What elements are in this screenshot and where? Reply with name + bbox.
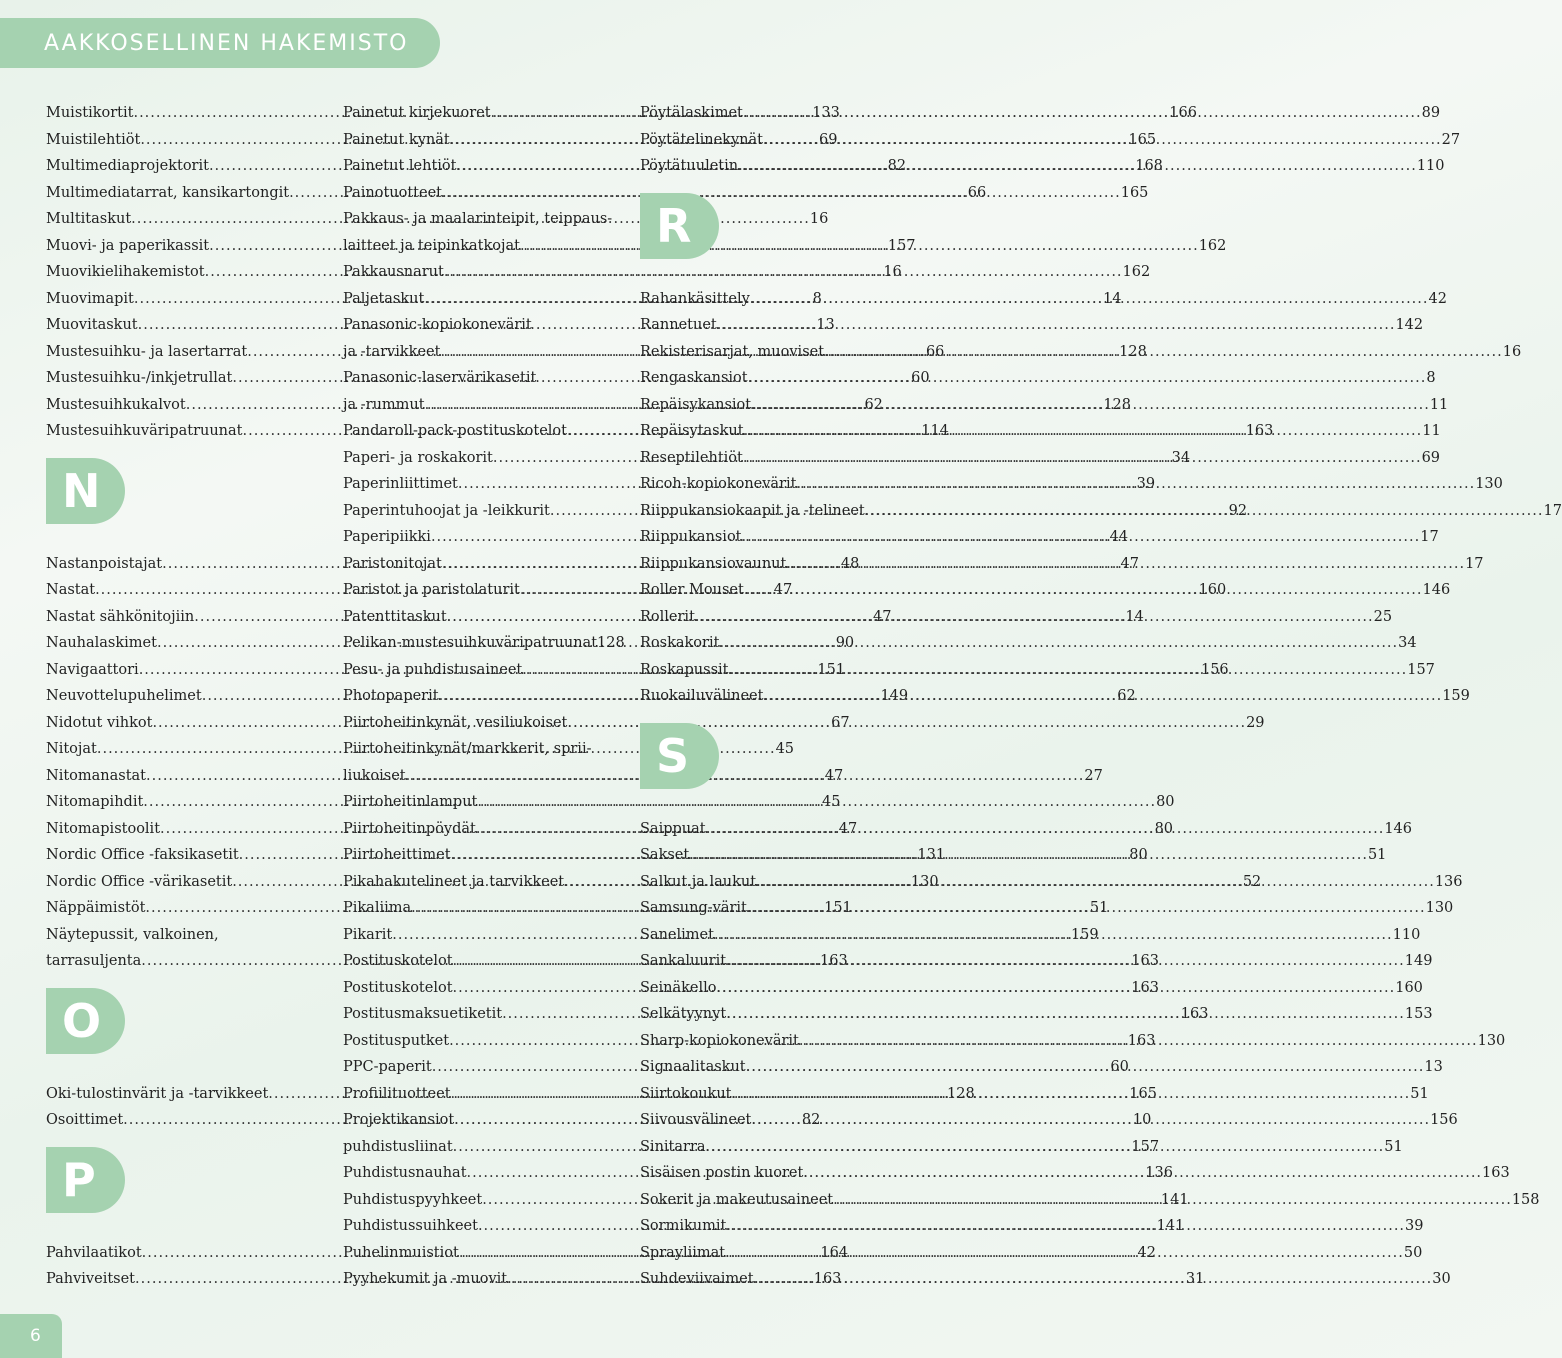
- entry-term: Rekisterisarjat, muoviset: [640, 343, 825, 360]
- entry-page: 160: [1395, 979, 1423, 996]
- entry-term: Pandaroll-pack-postituskotelot: [343, 423, 567, 439]
- entry-term: Nitojat: [46, 741, 97, 757]
- entry-term: Nordic Office -värikasetit: [46, 873, 233, 890]
- entry-term: Painotuotteet: [343, 184, 442, 201]
- entry-page: 142: [1395, 317, 1424, 333]
- entry-term: Profiilituotteet: [343, 1085, 451, 1102]
- entry-term: Patenttitaskut: [343, 608, 447, 625]
- entry-term: Nauhalaskimet: [46, 635, 157, 651]
- entry-page: 114: [921, 423, 949, 439]
- entry-page: 11: [1422, 423, 1441, 439]
- entry-term: tarrasuljenta: [46, 953, 142, 969]
- entry-page: 45: [775, 741, 795, 757]
- dot-leader: [717, 312, 1396, 339]
- entry-page: 31: [1185, 1271, 1205, 1287]
- entry-page: 164: [820, 1244, 849, 1261]
- entry-term: Saippuat: [640, 820, 706, 837]
- entry-page: 157: [1407, 661, 1435, 678]
- entry-term: Seinäkello: [640, 979, 717, 996]
- entry-page: 158: [1511, 1191, 1540, 1208]
- entry-page: 66: [925, 343, 945, 360]
- entry-page: 47: [824, 767, 844, 784]
- dot-leader: [725, 1240, 1404, 1267]
- entry-term: Puhdistussuihkeet: [343, 1218, 478, 1234]
- entry-page: 163: [1131, 979, 1159, 996]
- index-entry: [640, 312, 1424, 339]
- page-number: 6: [30, 1326, 41, 1346]
- entry-term: Osoittimet: [46, 1112, 124, 1128]
- entry-page: 47: [872, 608, 892, 625]
- entry-term: Riippukansiovaunut: [640, 555, 787, 572]
- section-letter-block: [640, 710, 913, 816]
- entry-term: Signaalitaskut: [640, 1059, 746, 1075]
- entry-term: Pahvilaatikot: [46, 1244, 142, 1261]
- dot-leader: [763, 683, 1442, 710]
- index-entry-line: Panasonic-laservärikasetit: [343, 370, 537, 386]
- dot-leader: [751, 1107, 1430, 1134]
- entry-page: 110: [1392, 926, 1421, 943]
- dot-leader: [726, 1001, 1405, 1028]
- entry-page: 151: [817, 661, 846, 678]
- entry-page: 80: [1156, 794, 1175, 810]
- entry-page: 149: [880, 688, 909, 704]
- dot-leader: [824, 339, 1503, 366]
- entry-page: 42: [1428, 290, 1447, 307]
- entry-term: Nastat sähkönitojiin: [46, 608, 195, 625]
- entry-term: Rannetuet: [640, 317, 717, 333]
- entry-term: Pöytätelinekynät: [640, 131, 763, 148]
- entry-term: Ricoh-kopiokonevärit: [640, 476, 797, 492]
- entry-term: Salkut ja laukut: [640, 873, 757, 890]
- dot-leader: [786, 551, 1465, 578]
- entry-term: Pyyhekumit ja -muovit: [343, 1271, 508, 1287]
- entry-term: Sisäisen postin kuoret: [640, 1165, 804, 1181]
- entry-term: Painetut kynät: [343, 131, 450, 148]
- entry-term: Painetut lehtiöt: [343, 158, 457, 174]
- entry-page: 82: [801, 1112, 821, 1128]
- entry-page: 16: [809, 211, 829, 227]
- entry-page: 92: [1228, 502, 1248, 519]
- entry-page: 80: [1129, 847, 1148, 863]
- dot-leader: [743, 100, 1422, 127]
- entry-term: Postitusmaksuetiketit: [343, 1006, 503, 1022]
- entry-term: Mustesuihku-/inkjetrullat: [46, 370, 233, 386]
- entry-term: Postitusputket: [343, 1032, 450, 1049]
- entry-term: Pahviveitset: [46, 1271, 136, 1287]
- entry-page: 165: [1128, 131, 1157, 148]
- entry-page: 51: [1384, 1138, 1403, 1155]
- entry-term: PPC-paperit: [343, 1059, 432, 1075]
- entry-page: 69: [1421, 449, 1441, 466]
- entry-page: 162: [1198, 237, 1227, 254]
- entry-term: Roskapussit: [640, 661, 729, 678]
- entry-term: Pöytälaskimet: [640, 105, 743, 121]
- dot-leader: [763, 127, 1442, 154]
- index-entry: [640, 630, 1417, 657]
- entry-page: 51: [1089, 900, 1109, 916]
- entry-term: Nitomanastat: [46, 767, 146, 784]
- entry-page: 10: [1132, 1112, 1152, 1128]
- entry-term: Navigaattori: [46, 661, 139, 678]
- entry-term: Neuvottelupuhelimet: [46, 688, 202, 704]
- entry-page: 163: [820, 953, 848, 969]
- entry-page: 163: [813, 1271, 842, 1287]
- entry-term: Nastanpoistajat: [46, 555, 163, 572]
- dot-leader: [746, 1054, 1425, 1081]
- entry-page: 51: [1367, 847, 1387, 863]
- dot-leader: [750, 286, 1429, 313]
- entry-term: Paperintuhoojat ja -leikkurit: [343, 502, 550, 519]
- entry-page: 163: [1180, 1006, 1209, 1022]
- index-entry-line: Panasonic-kopiokonevärit: [343, 317, 532, 333]
- entry-term: Paperipiikki: [343, 529, 431, 545]
- entry-term: Paperinliittimet: [343, 476, 458, 492]
- entry-page: 153: [1404, 1006, 1433, 1022]
- entry-term: Paperi- ja roskakorit: [343, 449, 493, 466]
- dot-leader: [726, 1213, 1405, 1240]
- entry-term: Rahankäsittely: [640, 290, 750, 307]
- entry-term: Sprayliimat: [640, 1244, 726, 1261]
- entry-term: Puhelinmuistiot: [343, 1244, 459, 1261]
- entry-term: Postituskotelot: [343, 979, 453, 996]
- entry-term: Muovikielihakemistot: [46, 264, 205, 280]
- entry-term: Nidotut vihkot: [46, 714, 153, 731]
- entry-page: 13: [1424, 1059, 1443, 1075]
- entry-page: 130: [1477, 1032, 1506, 1049]
- entry-page: 29: [1246, 714, 1265, 731]
- entry-term: Riippukansiokaapit ja -telineet: [640, 502, 865, 519]
- entry-page: 128: [1119, 343, 1147, 360]
- dot-leader: [744, 418, 1423, 445]
- section-letter: N: [46, 458, 125, 524]
- entry-page: 157: [1131, 1138, 1160, 1155]
- dot-leader: [719, 630, 1398, 657]
- entry-page: 16: [1502, 343, 1522, 360]
- entry-term: laitteet ja teipinkatkojat: [343, 237, 520, 254]
- entry-term: Piirtoheitinlamput: [343, 794, 478, 810]
- entry-term: liukoiset: [343, 767, 406, 784]
- entry-term: Ruokailuvälineet: [640, 688, 764, 704]
- entry-page: 51: [1410, 1085, 1429, 1102]
- entry-term: Sakset: [640, 847, 690, 863]
- entry-page: 159: [1070, 926, 1099, 943]
- entry-page: 89: [1421, 105, 1441, 121]
- entry-page: 163: [1482, 1165, 1510, 1181]
- entry-page: 136: [1434, 873, 1463, 890]
- entry-page: 67: [831, 714, 850, 731]
- entry-page: 157: [887, 237, 916, 254]
- entry-term: Nitomapistoolit: [46, 820, 161, 837]
- entry-term: Sankaluurit: [640, 953, 727, 969]
- entry-term: Muovimapit: [46, 290, 134, 307]
- entry-page: 130: [1425, 900, 1454, 916]
- index-entry-line: Piirtoheitinkynät/markkerit, sprii-: [343, 741, 592, 757]
- entry-term: Multimediaprojektorit: [46, 158, 209, 174]
- entry-page: 14: [1103, 290, 1122, 307]
- entry-term: Rollerit: [640, 608, 695, 625]
- entry-page: 17: [1543, 502, 1562, 519]
- dot-leader: [751, 392, 1430, 419]
- entry-page: 162: [1122, 264, 1151, 280]
- dot-leader: [796, 471, 1475, 498]
- section-letter-block: [46, 975, 320, 1081]
- entry-page: 48: [840, 555, 860, 572]
- entry-page: 27: [1441, 131, 1461, 148]
- entry-page: 47: [838, 820, 858, 837]
- entry-page: 166: [1169, 105, 1197, 121]
- entry-page: 45: [822, 794, 841, 810]
- entry-term: Rengaskansiot: [640, 370, 748, 386]
- entry-page: 159: [1442, 688, 1470, 704]
- entry-page: 165: [1120, 184, 1149, 201]
- entry-page: 39: [1136, 476, 1156, 492]
- entry-page: 47: [1120, 555, 1139, 572]
- entry-term: Muistilehtiöt: [46, 131, 141, 148]
- entry-page: 80: [1154, 820, 1174, 837]
- entry-page: 17: [1465, 555, 1484, 572]
- entry-page: 156: [1430, 1112, 1458, 1128]
- entry-term: Muovitaskut: [46, 317, 138, 333]
- entry-term: Sormikumit: [640, 1218, 727, 1234]
- entry-page: 133: [812, 105, 840, 121]
- dot-leader: [738, 153, 1417, 180]
- entry-term: Puhdistusnauhat: [343, 1165, 467, 1181]
- entry-page: 141: [1160, 1191, 1189, 1208]
- entry-term: Muovi- ja paperikassit: [46, 237, 210, 254]
- entry-page: 62: [1117, 688, 1136, 704]
- entry-term: Photopaperit: [343, 688, 439, 704]
- entry-page: 130: [1475, 476, 1503, 492]
- dot-leader: [799, 1028, 1478, 1055]
- entry-term: Pelikan-mustesuihkuväripatruunat: [343, 635, 598, 651]
- entry-page: 163: [1245, 423, 1274, 439]
- dot-leader: [742, 524, 1421, 551]
- entry-page: 50: [1403, 1244, 1423, 1261]
- section-letter: R: [640, 193, 719, 259]
- entry-page: 27: [1084, 767, 1103, 784]
- section-letter-block: [640, 180, 913, 286]
- entry-term: Selkätyynyt: [640, 1006, 727, 1022]
- entry-page: 39: [1405, 1218, 1424, 1234]
- entry-page: 8: [1426, 370, 1436, 386]
- entry-term: Näppäimistöt: [46, 900, 146, 916]
- section-letter-block: [46, 1134, 320, 1240]
- dot-leader: [717, 975, 1396, 1002]
- dot-leader: [695, 604, 1374, 631]
- dot-leader: [706, 816, 1385, 843]
- entry-page: 130: [910, 873, 939, 890]
- page-title: AAKKOSELLINEN HAKEMISTO: [44, 31, 409, 56]
- entry-page: 16: [883, 264, 902, 280]
- entry-term: Pikahakutelineet ja tarvikkeet: [343, 873, 565, 890]
- section-letter: S: [640, 723, 719, 789]
- section-letter: O: [46, 988, 125, 1054]
- entry-term: Reseptilehtiöt: [640, 449, 743, 466]
- entry-term: puhdistusliinat: [343, 1138, 453, 1155]
- entry-page: 8: [812, 290, 822, 307]
- entry-page: 156: [1200, 661, 1229, 678]
- entry-page: 34: [1398, 635, 1417, 651]
- index-entry: [343, 630, 625, 657]
- entry-page: 69: [819, 131, 838, 148]
- entry-term: Multitaskut: [46, 211, 132, 227]
- entry-term: Samsung-värit: [640, 900, 747, 916]
- dot-leader: [706, 1134, 1385, 1161]
- index-entry-line: Näytepussit, valkoinen,: [46, 926, 219, 943]
- entry-term: Nitomapihdit: [46, 794, 144, 810]
- dot-leader: [748, 365, 1427, 392]
- section-letter: P: [46, 1147, 125, 1213]
- entry-page: 17: [1420, 529, 1439, 545]
- entry-page: 14: [1125, 608, 1144, 625]
- entry-page: 163: [1131, 953, 1159, 969]
- entry-term: Piirtoheittimet: [343, 847, 451, 863]
- entry-page: 146: [1422, 582, 1451, 598]
- entry-page: 62: [864, 396, 883, 413]
- entry-term: Sanelimet: [640, 926, 714, 943]
- entry-term: Pikarit: [343, 926, 393, 943]
- entry-term: ja -rummut: [343, 396, 425, 413]
- entry-page: 149: [1404, 953, 1433, 969]
- entry-term: Sokerit ja makeutusaineet: [640, 1191, 834, 1208]
- entry-page: 151: [824, 900, 852, 916]
- dot-leader: [865, 498, 1544, 525]
- entry-page: 30: [1432, 1271, 1451, 1287]
- entry-page: 52: [1242, 873, 1262, 890]
- dot-leader: [803, 1160, 1482, 1187]
- entry-page: 60: [911, 370, 930, 386]
- entry-term: Sharp-kopiokonevärit: [640, 1032, 799, 1049]
- dot-leader: [744, 577, 1423, 604]
- entry-term: Roskakorit: [640, 635, 720, 651]
- dot-leader: [747, 895, 1426, 922]
- entry-term: Nordic Office -faksikasetit: [46, 847, 239, 863]
- entry-term: Pikaliima: [343, 900, 412, 916]
- entry-term: Riippukansiot: [640, 529, 742, 545]
- entry-term: Piirtoheitinkynät, vesiliukoiset: [343, 714, 568, 731]
- dot-leader: [732, 1081, 1411, 1108]
- dot-leader: [754, 1266, 1433, 1293]
- entry-term: Puhdistuspyyhkeet: [343, 1191, 483, 1208]
- entry-term: Mustesuihkukalvot: [46, 396, 186, 413]
- entry-term: Paristot ja paristolaturit: [343, 582, 520, 598]
- entry-page: 110: [1416, 158, 1445, 174]
- dot-leader: [689, 842, 1368, 869]
- entry-term: Siirtokoukut: [640, 1085, 732, 1102]
- dot-leader: [756, 869, 1435, 896]
- entry-term: Sinitarra: [640, 1138, 706, 1155]
- entry-page: 128: [597, 635, 625, 651]
- dot-leader: [714, 922, 1393, 949]
- entry-page: 60: [1110, 1059, 1129, 1075]
- entry-page: 13: [816, 317, 835, 333]
- entry-page: 42: [1137, 1244, 1156, 1261]
- entry-page: 82: [887, 158, 907, 174]
- entry-term: Suhdeviivaimet: [640, 1271, 754, 1287]
- entry-term: Painetut kirjekuoret: [343, 105, 491, 121]
- entry-term: Mustesuihkuväripatruunat: [46, 423, 243, 439]
- dot-leader: [833, 1187, 1512, 1214]
- entry-term: Multimediatarrat, kansikartongit: [46, 184, 290, 201]
- entry-page: 128: [947, 1085, 975, 1102]
- dot-leader: [743, 445, 1422, 472]
- entry-term: Pesu- ja puhdistusaineet: [343, 661, 523, 678]
- entry-page: 25: [1373, 608, 1393, 625]
- entry-term: Muistikortit: [46, 105, 134, 121]
- entry-page: 66: [967, 184, 987, 201]
- entry-page: 44: [1109, 529, 1129, 545]
- entry-term: Piirtoheitinpöydät: [343, 820, 476, 837]
- entry-term: Mustesuihku- ja lasertarrat: [46, 343, 248, 360]
- entry-page: 128: [1103, 396, 1131, 413]
- entry-page: 47: [773, 582, 793, 598]
- entry-page: 165: [1129, 1085, 1157, 1102]
- entry-term: Postituskotelot: [343, 953, 453, 969]
- entry-page: 141: [1156, 1218, 1185, 1234]
- entry-term: Pöytätuuletin: [640, 158, 739, 174]
- index-entry-line: Pakkaus- ja maalarinteipit, teippaus-: [343, 211, 613, 227]
- entry-page: 163: [1127, 1032, 1156, 1049]
- entry-term: Roller Mouset: [640, 582, 744, 598]
- entry-page: 90: [835, 635, 855, 651]
- entry-term: Repäisytaskut: [640, 423, 744, 439]
- entry-term: Paristonitojat: [343, 555, 442, 572]
- entry-term: Oki-tulostinvärit ja -tarvikkeet: [46, 1085, 269, 1102]
- entry-term: Projektikansiot: [343, 1112, 455, 1128]
- entry-term: Siivousvälineet: [640, 1112, 752, 1128]
- entry-page: 11: [1429, 396, 1449, 413]
- entry-page: 160: [1198, 582, 1227, 598]
- entry-term: ja -tarvikkeet: [343, 343, 441, 360]
- entry-term: Pakkausnarut: [343, 264, 444, 280]
- entry-term: Nastat: [46, 582, 96, 598]
- index-entry: [343, 259, 1151, 286]
- entry-term: Repäisykansiot: [640, 396, 752, 413]
- entry-page: 131: [917, 847, 946, 863]
- entry-term: Paljetaskut: [343, 290, 425, 307]
- entry-page: 136: [1145, 1165, 1173, 1181]
- section-letter-block: [46, 445, 320, 551]
- dot-leader: [729, 657, 1408, 684]
- entry-page: 146: [1384, 820, 1412, 837]
- entry-page: 168: [1135, 158, 1163, 174]
- dot-leader: [726, 948, 1405, 975]
- entry-page: 34: [1171, 449, 1191, 466]
